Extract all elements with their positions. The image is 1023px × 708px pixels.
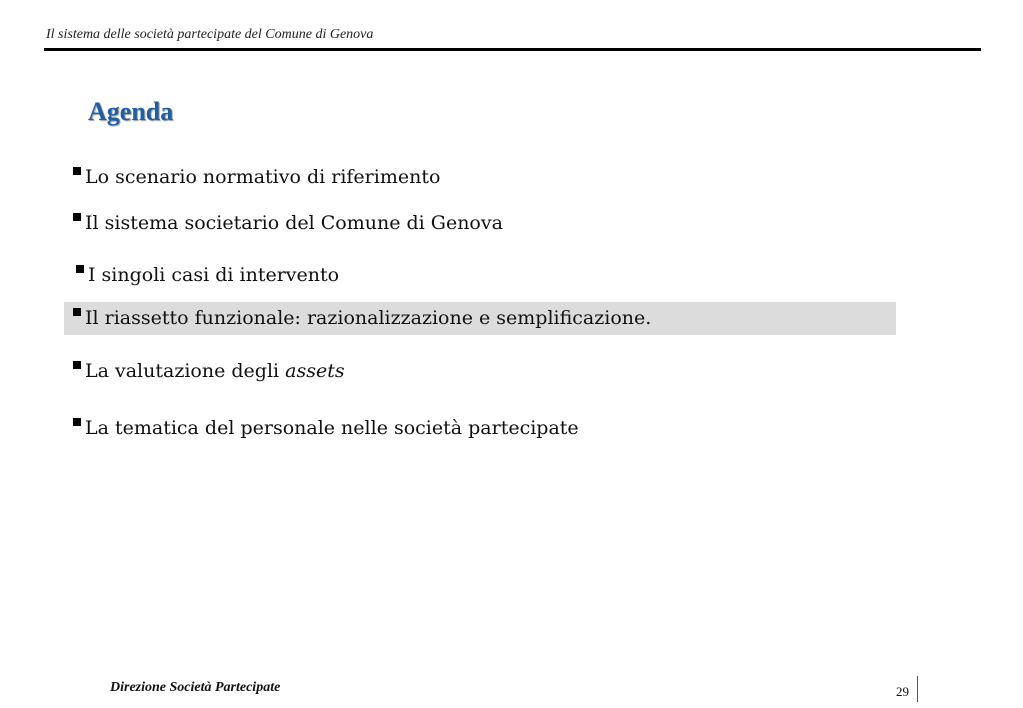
square-bullet-icon [76,265,84,273]
agenda-item-text: Il riassetto funzionale: razionalizzazione e semplificazione. [85,307,652,329]
square-bullet-icon [73,418,81,426]
agenda-item-text: La tematica del personale nelle società partecipate [85,417,579,439]
agenda-heading: Agenda [88,97,174,126]
agenda-item-text: Lo scenario normativo di riferimento [85,166,441,188]
agenda-item [73,165,440,189]
document-header-title: Il sistema delle società partecipate del Comune di Genova [46,27,374,42]
agenda-item-text: I singoli casi di intervento [88,264,340,286]
header-divider [44,48,981,51]
agenda-item-text: Il sistema societario del Comune di Genova [85,212,503,234]
square-bullet-icon [73,308,81,316]
agenda-item [76,263,339,287]
agenda-item-current [64,302,896,335]
page-number: 29 [896,684,909,699]
agenda-item [73,416,579,440]
square-bullet-icon [73,361,81,369]
agenda-item-emphasis: assets [285,360,345,382]
agenda-item [73,211,503,235]
square-bullet-icon [73,213,81,221]
agenda-item-text: La valutazione degli [85,360,286,382]
footer-department: Direzione Società Partecipate [110,680,281,695]
square-bullet-icon [73,167,81,175]
agenda-item [73,359,345,383]
page-number-divider [917,676,918,702]
